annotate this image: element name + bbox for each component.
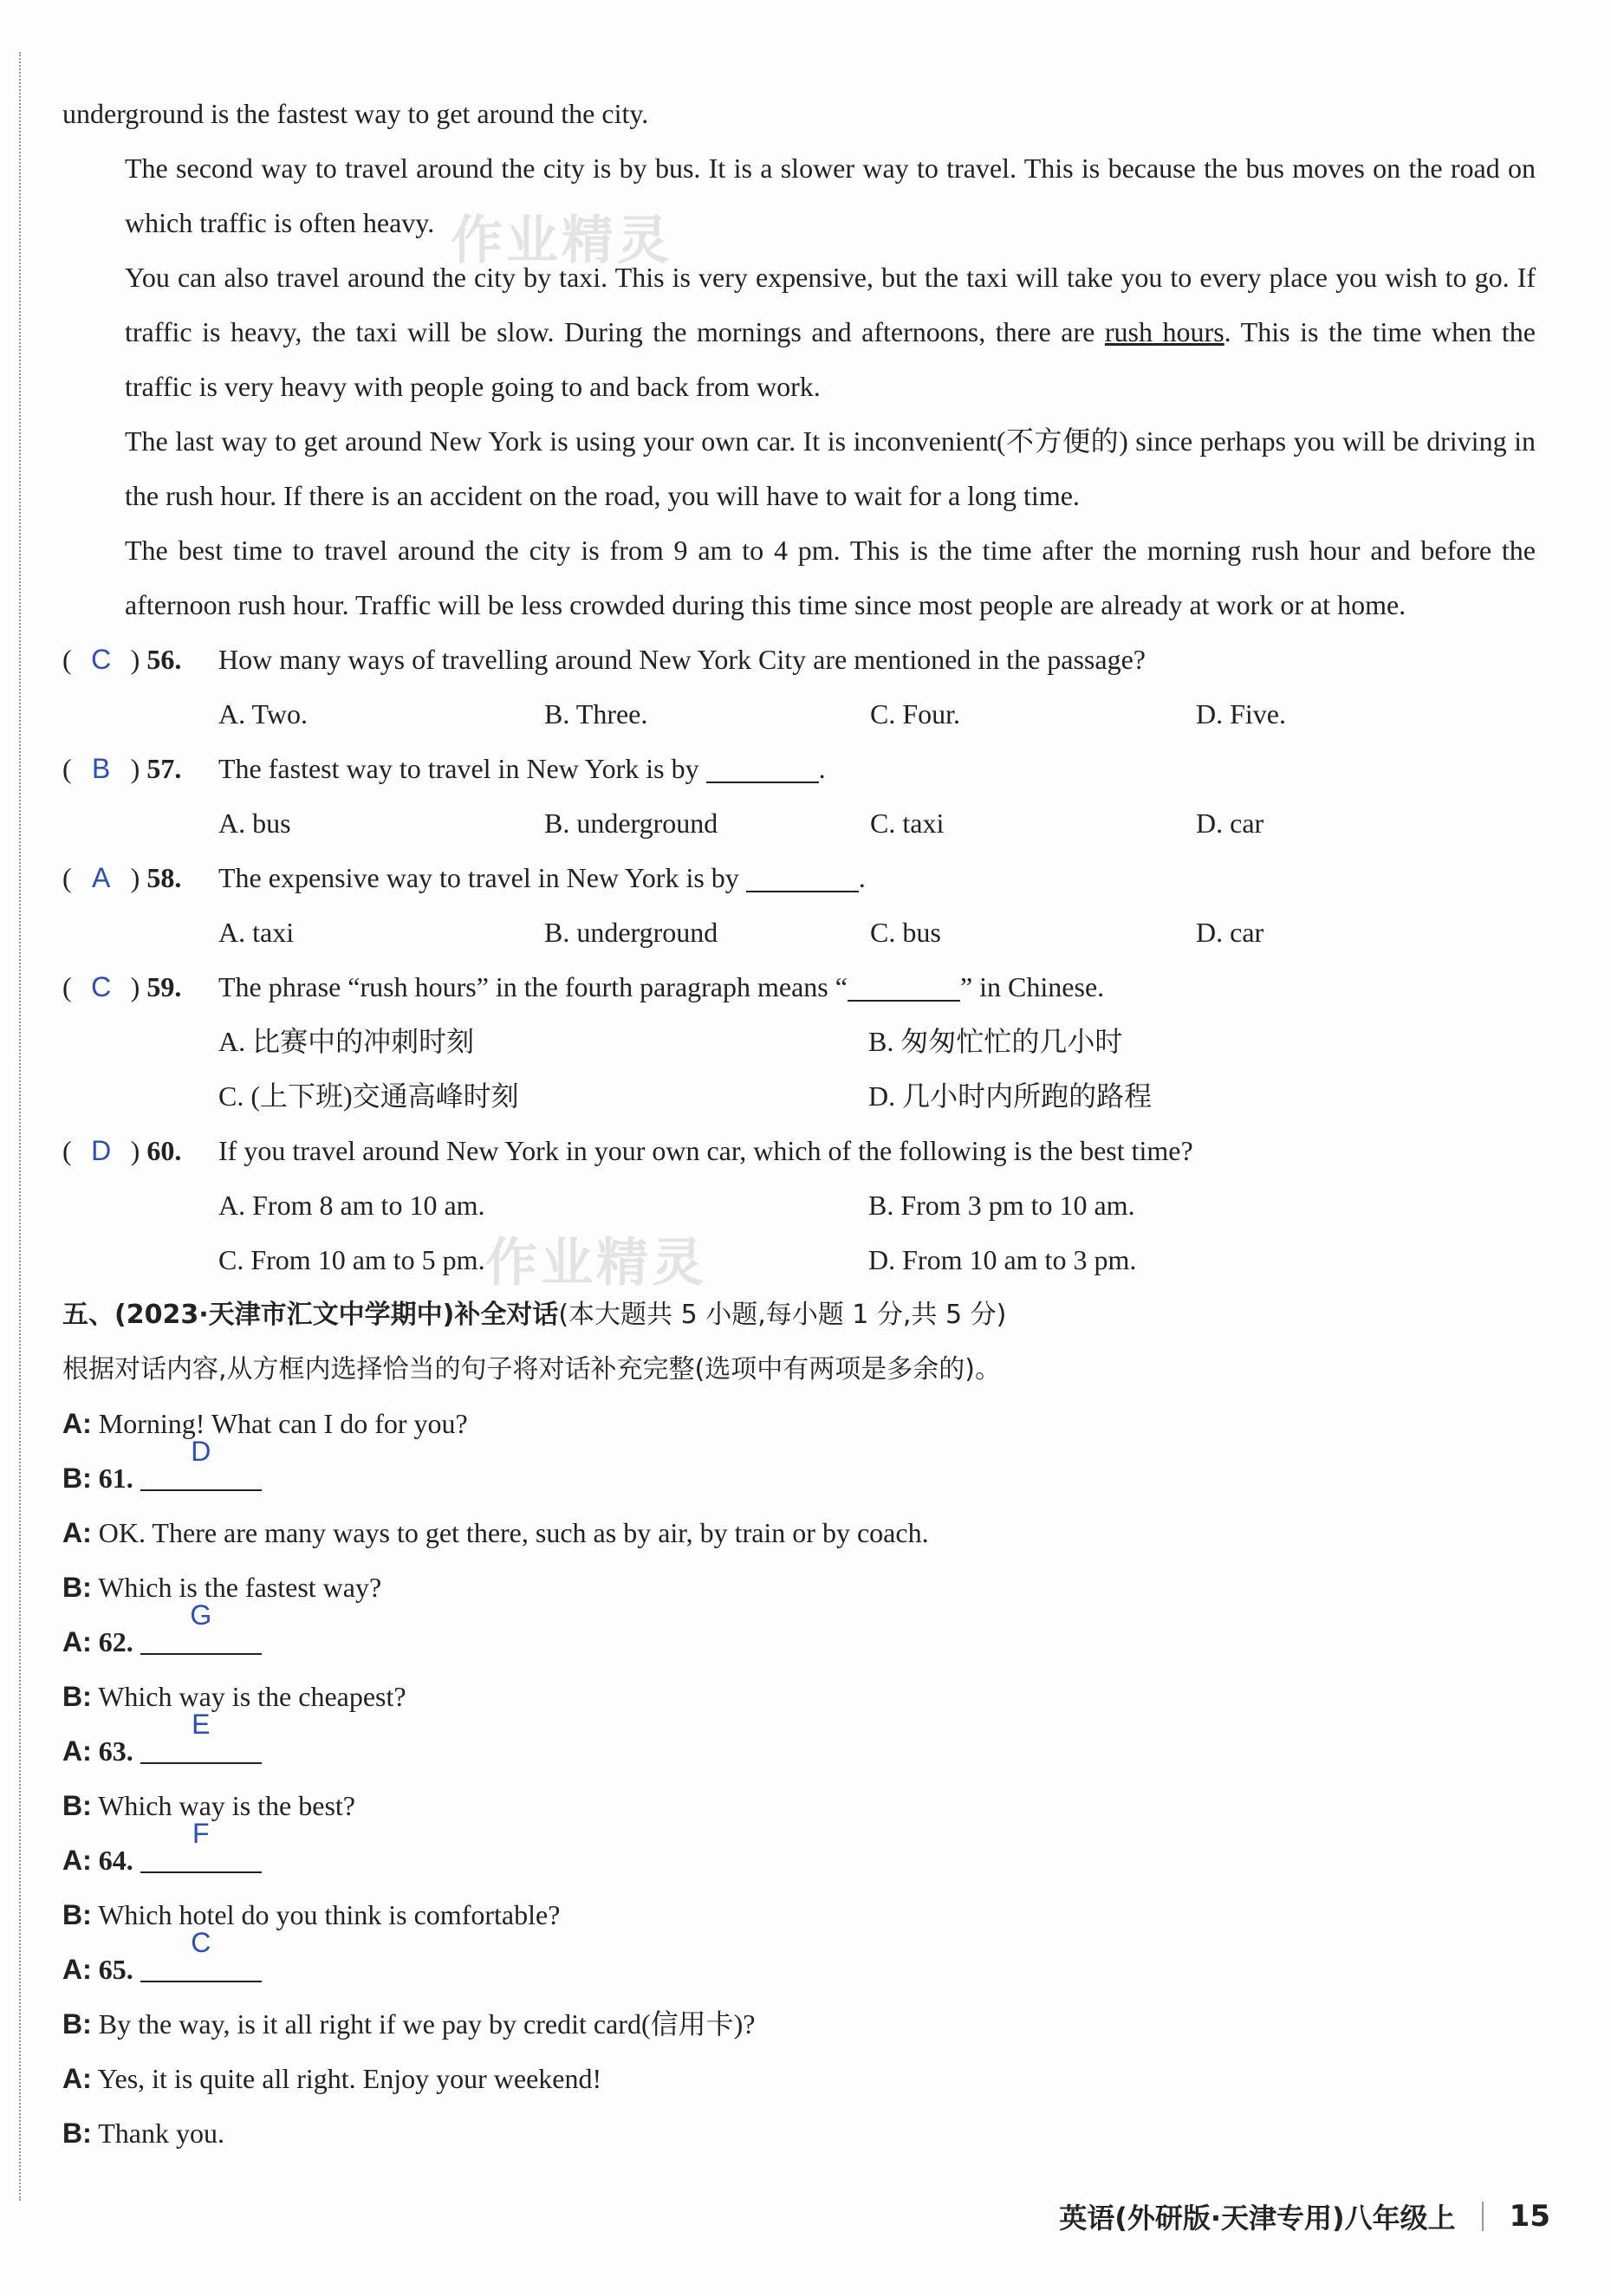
fill-blank-64[interactable] — [140, 1818, 262, 1873]
question-number: 59. — [146, 971, 182, 1002]
section-5-instruction: 根据对话内容,从方框内选择恰当的句子将对话补充完整(选项中有两项是多余的)。 — [62, 1354, 1001, 1385]
dialogue-text: Which way is the cheapest? — [98, 1681, 406, 1712]
question-number: 56. — [146, 644, 182, 675]
option-a: A. bus — [218, 807, 291, 839]
watermark: 作业精灵 — [485, 1233, 707, 1294]
rush-hours-underlined: rush hours — [1104, 316, 1224, 347]
option-b: B. underground — [544, 807, 718, 839]
question-56: ( C ) 56. How many ways of travelling around New York City are mentioned in the passage? — [62, 632, 1536, 687]
speaker: B: — [62, 2118, 92, 2149]
speaker: A: — [62, 1954, 92, 1985]
fill-blank-63[interactable] — [140, 1709, 262, 1764]
dialogue-text: OK. There are many ways to get there, such as by air, by train or by coach. — [98, 1517, 929, 1548]
speaker: A: — [62, 1408, 92, 1439]
question-text-end: . — [858, 862, 866, 893]
option-d: D. 几小时内所跑的路程 — [868, 1080, 1153, 1112]
option-c: C. (上下班)交通高峰时刻 — [218, 1080, 519, 1112]
filled-answer: C — [191, 1927, 211, 1958]
watermark: 作业精灵 — [451, 211, 672, 271]
question-text: The phrase “rush hours” in the fourth paragraph means “ — [218, 971, 848, 1002]
question-59-options-row1 — [62, 1015, 1536, 1069]
speaker: B: — [62, 1899, 92, 1930]
answer-blank — [706, 747, 819, 783]
option-b: B. Three. — [544, 698, 648, 730]
answer-letter[interactable]: A — [91, 862, 111, 893]
question-text: If you travel around New York in your own car, which of the following is the best time? — [218, 1135, 1193, 1166]
dialogue-line — [62, 1709, 1536, 1779]
question-text: The expensive way to travel in New York is by — [218, 862, 739, 893]
speaker: A: — [62, 1845, 92, 1876]
option-a: A. taxi — [218, 917, 295, 948]
dialogue-text: Thank you. — [98, 2118, 224, 2149]
question-60-options-row2 — [62, 1233, 1536, 1287]
question-number: 58. — [146, 862, 182, 893]
option-d: D. car — [1196, 807, 1264, 839]
fill-blank-62[interactable] — [140, 1599, 262, 1655]
option-a: A. Two. — [218, 698, 308, 730]
question-59: ( C ) 59. The phrase “rush hours” in the fourth paragraph means “ ” in Chinese. — [62, 960, 1536, 1015]
dialogue-text: Yes, it is quite all right. Enjoy your weekend! — [97, 2063, 602, 2094]
option-c: C. From 10 am to 5 pm. — [218, 1244, 485, 1275]
question-59-options-row2 — [62, 1069, 1536, 1124]
dialogue-line — [62, 2106, 1536, 2161]
option-a: A. From 8 am to 10 am. — [218, 1190, 485, 1221]
dialogue-line — [62, 2052, 1536, 2106]
option-d: D. From 10 am to 3 pm. — [868, 1244, 1137, 1275]
filled-answer: G — [190, 1599, 212, 1631]
speaker: A: — [62, 1517, 92, 1548]
answer-blank — [746, 856, 859, 892]
question-number: 57. — [146, 753, 182, 784]
speaker: B: — [62, 1681, 92, 1712]
dialogue-line — [62, 1397, 1536, 1451]
question-60-options-row1 — [62, 1178, 1536, 1233]
passage-line: underground is the fastest way to get around the city. — [62, 98, 649, 129]
book-title: 英语(外研版·天津专用)八年级上 — [1059, 2202, 1456, 2234]
question-text: How many ways of travelling around New York City are mentioned in the passage? — [218, 644, 1146, 675]
question-text-end: ” in Chinese. — [959, 971, 1105, 1002]
question-number: 63. — [98, 1735, 133, 1767]
question-58-options — [62, 905, 1536, 960]
dialogue-line — [62, 1888, 1536, 1943]
dialogue-line — [62, 1436, 1536, 1506]
paragraph-5: The best time to travel around the city is from 9 am to 4 pm. This is the time after the morning rush hour and before the afternoon rush hour. Traffic will be less crowded during this time since most people are already at work or at home. — [125, 535, 1536, 620]
question-number: 62. — [98, 1626, 133, 1657]
option-b: B. From 3 pm to 10 am. — [868, 1190, 1135, 1221]
speaker: B: — [62, 1790, 92, 1821]
binding-margin-line — [19, 52, 21, 2201]
option-d: D. Five. — [1196, 698, 1286, 730]
dialogue-text: Which hotel do you think is comfortable? — [98, 1899, 561, 1930]
dialogue-line — [62, 1779, 1536, 1833]
footer-divider — [1482, 2202, 1484, 2231]
speaker: A: — [62, 2063, 92, 2094]
speaker: B: — [62, 2008, 92, 2040]
question-56-options — [62, 687, 1536, 742]
dialogue-text: By the way, is it all right if we pay by credit card(信用卡)? — [98, 2008, 756, 2040]
option-a: A. 比赛中的冲刺时刻 — [218, 1026, 475, 1057]
option-c: C. taxi — [870, 807, 945, 839]
paragraph-4: The last way to get around New York is using your own car. It is inconvenient(不方便的) since perhaps you will be driving in the rush hour. If there is an accident on the road, you will have to wait for a long time. — [125, 425, 1536, 511]
option-b: B. 匆匆忙忙的几小时 — [868, 1026, 1123, 1057]
question-number: 64. — [98, 1845, 133, 1876]
paragraph-2: The second way to travel around the city is by bus. It is a slower way to travel. This is because the bus moves on the road on which traffic is often heavy. — [125, 152, 1536, 238]
answer-letter[interactable]: C — [91, 971, 112, 1002]
paragraph-3 — [62, 250, 1536, 414]
section-5-scoring-note: (本大题共 5 小题,每小题 1 分,共 5 分) — [558, 1300, 1007, 1330]
dialogue-line — [62, 1997, 1536, 2052]
dialogue-line — [62, 1818, 1536, 1888]
question-text-end: . — [818, 753, 826, 784]
reading-passage — [62, 87, 1536, 2161]
dialogue-text: Which is the fastest way? — [98, 1572, 382, 1603]
dialogue-line — [62, 1927, 1536, 1997]
question-number: 65. — [98, 1954, 133, 1985]
section-5-heading — [62, 1287, 1536, 1342]
page-number: 15 — [1509, 2199, 1550, 2234]
dialogue-line — [62, 1506, 1536, 1560]
dialogue-text: Morning! What can I do for you? — [98, 1408, 468, 1439]
filled-answer: E — [192, 1709, 211, 1740]
dialogue-line — [62, 1599, 1536, 1670]
fill-blank-65[interactable] — [140, 1927, 262, 1982]
option-c: C. bus — [870, 917, 941, 948]
question-58: ( A ) 58. The expensive way to travel in New York is by . — [62, 851, 1536, 905]
filled-answer: D — [191, 1436, 211, 1467]
speaker: A: — [62, 1626, 92, 1657]
speaker: B: — [62, 1572, 92, 1603]
question-number: 60. — [146, 1135, 182, 1166]
answer-letter[interactable]: C — [91, 644, 112, 675]
fill-blank-61[interactable] — [140, 1436, 262, 1491]
dialogue-line — [62, 1560, 1536, 1615]
question-57-options — [62, 796, 1536, 851]
speaker: A: — [62, 1735, 92, 1767]
question-60: ( D ) 60. If you travel around New York in your own car, which of the following is the best time? — [62, 1124, 1536, 1178]
question-text: The fastest way to travel in New York is by — [218, 753, 699, 784]
option-d: D. car — [1196, 917, 1264, 948]
dialogue-text: Which way is the best? — [98, 1790, 355, 1821]
question-number: 61. — [98, 1463, 133, 1494]
option-b: B. underground — [544, 917, 718, 948]
filled-answer: F — [192, 1818, 210, 1849]
question-57: ( B ) 57. The fastest way to travel in New York is by . — [62, 742, 1536, 796]
paragraph-3-text-b: . This is the time when the traffic is very heavy with people going to and back from work. — [125, 316, 1536, 402]
answer-blank — [848, 965, 960, 1002]
answer-letter[interactable]: D — [91, 1135, 112, 1166]
section-5-title: 五、(2023·天津市汇文中学期中)补全对话 — [62, 1300, 559, 1330]
paragraph-3-text-a: You can also travel around the city by taxi. This is very expensive, but the taxi will take you to every place you wish to go. If traffic is heavy, the taxi will be slow. During the mornings and afternoons, there are — [125, 262, 1536, 347]
answer-letter[interactable]: B — [91, 753, 111, 784]
dialogue-line — [62, 1670, 1536, 1724]
option-c: C. Four. — [870, 698, 961, 730]
speaker: B: — [62, 1463, 92, 1494]
page-footer — [1059, 2196, 1550, 2236]
